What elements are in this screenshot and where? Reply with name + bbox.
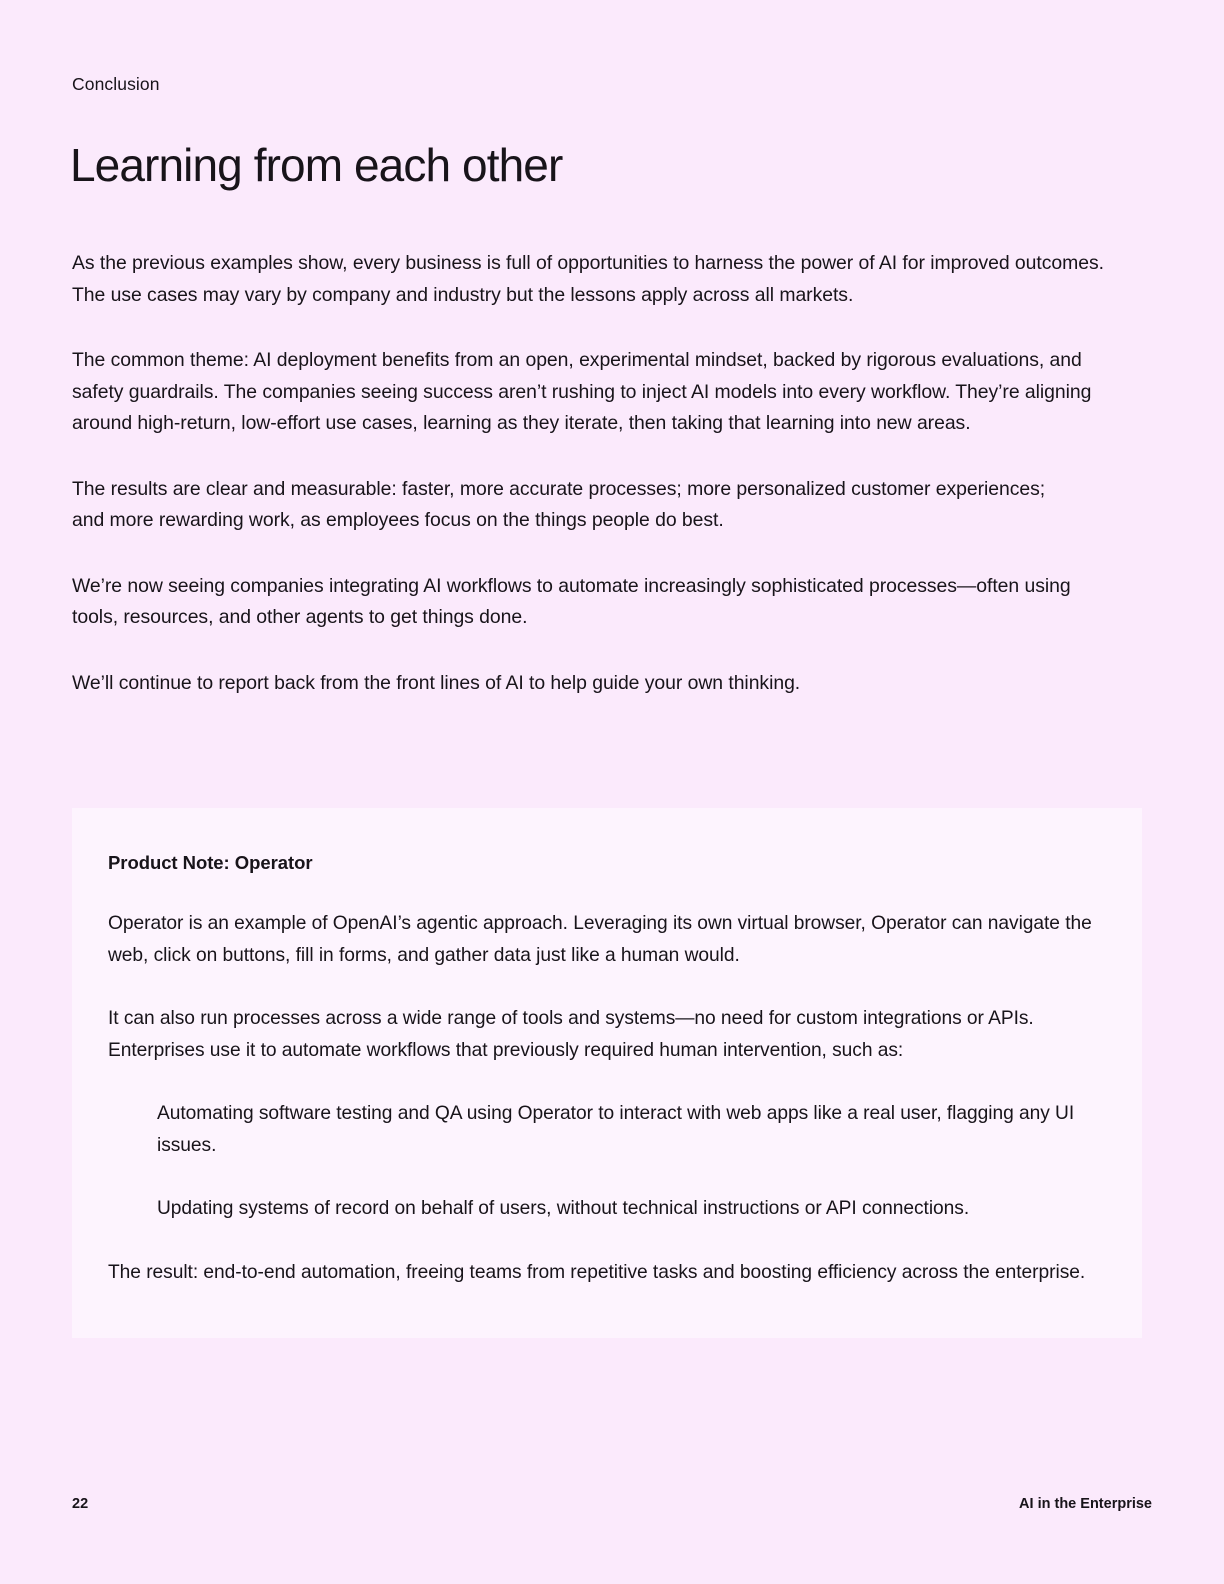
product-note-list [108, 1098, 1106, 1225]
body-paragraph: The results are clear and measurable: faster, more accurate processes; more personalized customer experiences; and more rewarding work, as employees focus on the things people do best. [72, 477, 1046, 531]
product-note-title: Product Note: Operator [108, 852, 313, 873]
footer-page-number: 22 [72, 1496, 89, 1512]
footer-document-label: AI in the Enterprise [1019, 1496, 1152, 1512]
product-note-paragraph: Operator is an example of OpenAI’s agentic approach. Leveraging its own virtual browser, Operator can navigate the web, click on buttons, fill in forms, and gather data just like a human would. [108, 913, 1092, 966]
list-item: Updating systems of record on behalf of users, without technical instructions or API connections. [157, 1198, 970, 1219]
list-item: Automating software testing and QA using Operator to interact with web apps like a real user, flagging any UI issues. [157, 1103, 1075, 1156]
body-paragraph: The common theme: AI deployment benefits from an open, experimental mindset, backed by rigorous evaluations, and safety guardrails. The companies seeing success aren’t rushing to inject AI models into every workflow. They’re aligning around high-return, low-effort use cases, learning as they iterate, then taking that learning into new areas. [72, 349, 1092, 434]
product-note-paragraph: The result: end-to-end automation, freeing teams from repetitive tasks and boosting efficiency across the enterprise. [108, 1261, 1086, 1283]
section-eyebrow: Conclusion [72, 74, 160, 94]
page-title: Learning from each other [70, 139, 563, 191]
body-content [72, 248, 1134, 699]
body-paragraph: We’re now seeing companies integrating AI workflows to automate increasingly sophisticated processes—often using tools, resources, and other agents to get things done. [72, 574, 1071, 628]
body-paragraph: As the previous examples show, every business is full of opportunities to harness the power of AI for improved outcomes. The use cases may vary by company and industry but the lessons apply across all markets. [72, 252, 1104, 306]
product-note-card [72, 808, 1142, 1338]
product-note-paragraph: It can also run processes across a wide range of tools and systems—no need for custom integrations or APIs. Enterprises use it to automate workflows that previously required human intervention, such as: [108, 1008, 1034, 1061]
body-paragraph: We’ll continue to report back from the front lines of AI to help guide your own thinking. [72, 671, 801, 694]
